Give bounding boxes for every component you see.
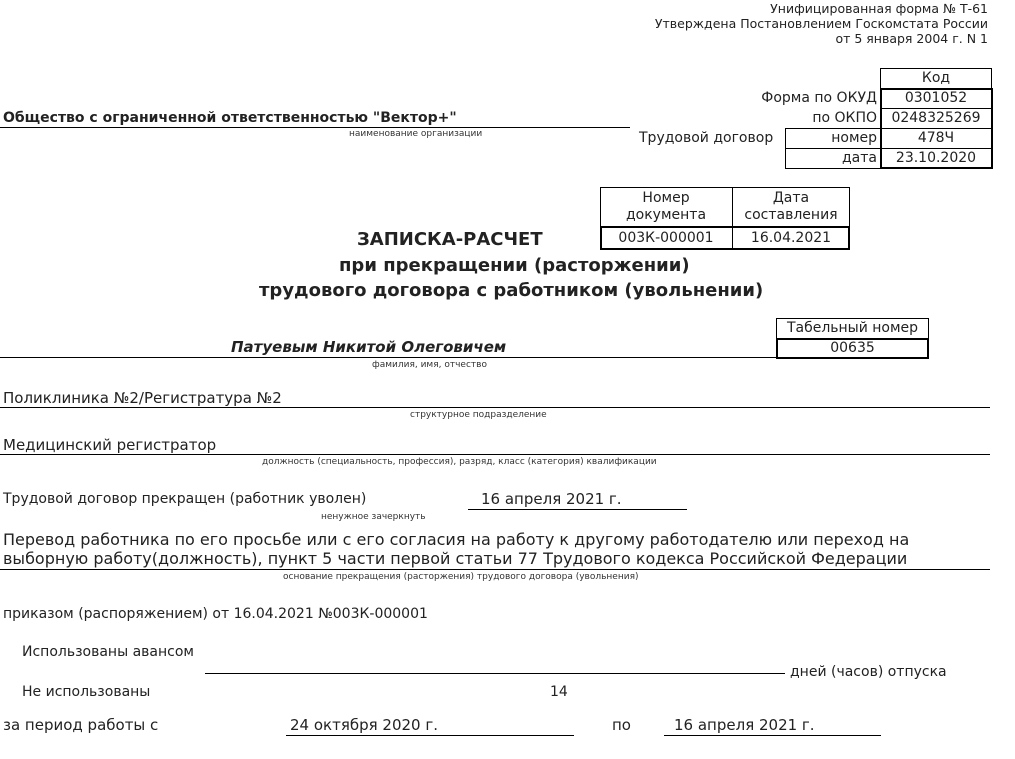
doc-date-header	[732, 190, 850, 224]
tab-number-header: Табельный номер	[786, 320, 919, 336]
tab-number-value: 00635	[830, 340, 875, 356]
contract-label: Трудовой договор	[639, 130, 774, 146]
strike-caption: ненужное зачеркнуть	[321, 512, 426, 522]
contract-date-value: 23.10.2020	[895, 150, 977, 166]
okpo-label: по ОКПО	[812, 110, 877, 126]
period-to: 16 апреля 2021 г.	[674, 716, 815, 734]
employee-name: Патуевым Никитой Олеговичем	[231, 338, 507, 356]
organization-caption: наименование организации	[349, 129, 483, 139]
unused-label: Не использованы	[22, 684, 151, 700]
okud-label: Форма по ОКУД	[761, 90, 877, 106]
doc-date-header-line2: составления	[744, 207, 838, 223]
okpo-value: 0248325269	[891, 110, 981, 126]
department-caption: структурное подразделение	[410, 410, 547, 420]
okud-value: 0301052	[904, 90, 968, 106]
period-to-label: по	[612, 716, 631, 734]
unused-days-value: 14	[550, 684, 568, 700]
termination-date: 16 апреля 2021 г.	[481, 490, 622, 508]
reason-line2: выборную работу(должность), пункт 5 части первой статьи 77 Трудового кодекса Российской Федерации	[3, 549, 908, 568]
date-label: дата	[842, 150, 877, 166]
position: Медицинский регистратор	[3, 436, 217, 454]
document-subtitle-1: при прекращении (расторжении)	[339, 255, 690, 276]
code-header-cell	[880, 68, 992, 89]
code-header: Код	[921, 70, 951, 86]
form-approval: Утверждена Постановлением Госкомстата России	[654, 16, 988, 31]
doc-number-header-line1: Номер	[642, 190, 690, 206]
form-header	[655, 1, 988, 46]
used-advance-label: Использованы авансом	[22, 644, 194, 660]
reason-caption: основание прекращения (расторжения) трудового договора (увольнения)	[283, 572, 639, 582]
contract-number-value: 478Ч	[917, 130, 955, 146]
doc-number-header	[600, 190, 732, 224]
department: Поликлиника №2/Регистратура №2	[3, 389, 282, 407]
doc-date-header-line1: Дата	[772, 190, 810, 206]
period-from: 24 октября 2020 г.	[290, 716, 439, 734]
tab-number-header-cell	[776, 318, 929, 339]
document-title: ЗАПИСКА-РАСЧЕТ	[357, 229, 543, 250]
organization-name: Общество с ограниченной ответственностью "Вектор+"	[3, 110, 457, 126]
position-caption: должность (специальность, профессия), разряд, класс (категория) квалификации	[262, 457, 657, 467]
form-number: Унифицированная форма № Т-61	[770, 1, 988, 16]
employee-name-caption: фамилия, имя, отчество	[372, 360, 487, 370]
form-approval-date: от 5 января 2004 г. N 1	[835, 31, 988, 46]
doc-number-value: 003К-000001	[618, 230, 714, 246]
order-reference: приказом (распоряжением) от 16.04.2021 №003К-000001	[3, 606, 428, 622]
reason-line1: Перевод работника по его просьбе или с его согласия на работу к другому работодателю или переход на	[3, 530, 910, 549]
number-label: номер	[831, 130, 877, 146]
days-label: дней (часов) отпуска	[790, 664, 947, 680]
doc-date-value: 16.04.2021	[750, 230, 832, 246]
document-subtitle-2: трудового договора с работником (увольнении)	[259, 280, 764, 301]
period-label: за период работы с	[3, 716, 159, 734]
doc-number-header-line2: документа	[625, 207, 707, 223]
tab-number-value-cell	[776, 338, 929, 359]
termination-label: Трудовой договор прекращен (работник уволен)	[3, 491, 367, 507]
